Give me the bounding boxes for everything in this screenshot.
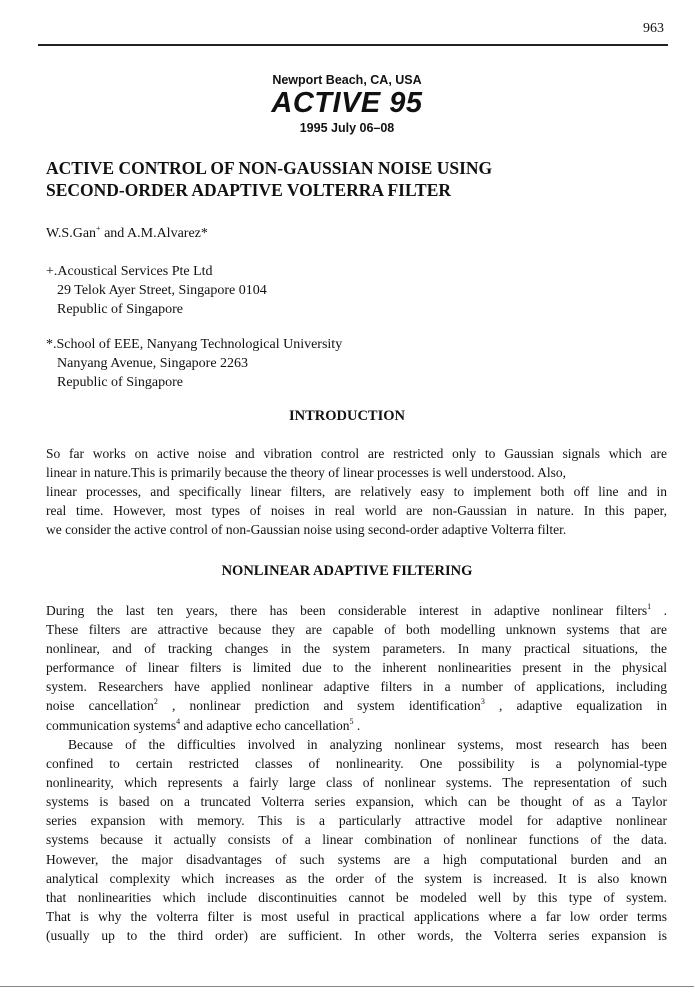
nonlinear-line: Because of the difficulties involved in analyzing nonlinear systems, most research has been bbox=[68, 737, 667, 752]
text-run: , adaptive equalization in bbox=[484, 698, 667, 714]
intro-line: So far works on active noise and vibration control are restricted only to Gaussian signals which are bbox=[46, 446, 667, 461]
nonlinear-line: system. Researchers have applied nonlinear adaptive filters in a number of applications, including bbox=[46, 679, 667, 695]
nonlinear-line: That is why the volterra filter is most useful in practical applications where a far low order terms bbox=[46, 908, 667, 924]
page-number: 963 bbox=[643, 21, 664, 36]
nonlinear-line: that nonlinearities which include discontinuities cannot be modeled well by this type of system. bbox=[46, 889, 667, 905]
affiliation-2-org: *.School of EEE, Nanyang Technological University bbox=[46, 337, 343, 352]
text-run: communication systems bbox=[46, 717, 177, 733]
nonlinear-heading: NONLINEAR ADAPTIVE FILTERING bbox=[221, 563, 473, 579]
affiliation-2-street: Nanyang Avenue, Singapore 2263 bbox=[57, 356, 249, 371]
conference-name: ACTIVE 95 bbox=[271, 87, 423, 119]
author-1: W.S.Gan bbox=[46, 226, 97, 241]
nonlinear-line bbox=[46, 716, 667, 735]
text-run: . bbox=[651, 603, 667, 618]
title-line-1: ACTIVE CONTROL OF NON-GAUSSIAN NOISE USING bbox=[46, 158, 493, 178]
introduction-heading: INTRODUCTION bbox=[288, 408, 405, 424]
affiliation-1-org: +.Acoustical Services Pte Ltd bbox=[46, 264, 213, 279]
text-run: noise cancellation bbox=[46, 698, 154, 714]
title-line-2: SECOND-ORDER ADAPTIVE VOLTERRA FILTER bbox=[46, 180, 452, 200]
authors bbox=[46, 224, 208, 243]
nonlinear-line: (usually up to the third order) are sufficient. In other words, the Volterra series expansion is bbox=[46, 927, 667, 943]
affiliation-1-country: Republic of Singapore bbox=[57, 302, 183, 317]
citation-ref: 3 bbox=[480, 697, 485, 707]
citation-ref: 5 bbox=[349, 716, 354, 726]
intro-line: linear processes, and specifically linear filters, are relatively easy to implement both off line and in bbox=[46, 484, 667, 500]
introduction-paragraph bbox=[46, 444, 667, 539]
affiliation-2-country: Republic of Singapore bbox=[57, 375, 183, 390]
nonlinear-line bbox=[46, 696, 667, 715]
nonlinear-line: These filters are attractive because they are capable of both modelling unknown systems that are bbox=[46, 622, 667, 638]
intro-line: we consider the active control of non-Gaussian noise using second-order adaptive Volterra filter. bbox=[46, 522, 567, 538]
text-run: and adaptive echo cancellation bbox=[180, 717, 350, 733]
footer-rule bbox=[0, 986, 694, 987]
affiliation-1-street: 29 Telok Ayer Street, Singapore 0104 bbox=[57, 283, 267, 298]
citation-ref: 2 bbox=[153, 697, 158, 707]
intro-line: linear in nature.This is primarily because the theory of linear processes is well understood. Also, bbox=[46, 465, 566, 481]
nonlinear-paragraph-2 bbox=[46, 735, 667, 945]
affiliation-2 bbox=[46, 335, 646, 392]
citation-ref: 4 bbox=[176, 716, 181, 726]
nonlinear-line: analytical complexity which increases as the order of the system is increased. It is also known bbox=[46, 870, 667, 886]
paper-title bbox=[46, 157, 666, 201]
nonlinear-paragraph-1 bbox=[46, 601, 667, 735]
conference-dates: 1995 July 06–08 bbox=[299, 121, 395, 135]
citation-ref: 1 bbox=[647, 602, 652, 611]
nonlinear-line: confined to certain restricted classes of nonlinearity. One possibility is a polynomial-type bbox=[46, 756, 667, 772]
nonlinear-line: series expansion with memory. This is a particularly attractive model for adaptive nonlinear bbox=[46, 813, 667, 829]
nonlinear-line: systems because it actually consists of a linear combination of nonlinear functions of the data. bbox=[46, 832, 667, 848]
text-run: , nonlinear prediction and system identification bbox=[157, 698, 481, 714]
conference-location: Newport Beach, CA, USA bbox=[272, 73, 422, 87]
text-run: During the last ten years, there has been considerable interest in adaptive nonlinear filters bbox=[46, 603, 648, 618]
nonlinear-line: nonlinearity, which represents a fairly large class of nonlinear systems. The representation of such bbox=[46, 775, 667, 791]
nonlinear-line: However, the major disadvantages of such systems are a high computational burden and an bbox=[46, 851, 667, 867]
nonlinear-line: nonlinear, and of tracking changes in the system parameters. In many practical situations, the bbox=[46, 641, 667, 657]
nonlinear-line: performance of linear filters is limited due to the inherent nonlinearities present in the physical bbox=[46, 660, 667, 676]
intro-line: real time. However, most types of noises in real world are non-Gaussian in nature. In this paper, bbox=[46, 503, 667, 519]
header-rule bbox=[38, 44, 668, 46]
text-run: . bbox=[353, 717, 361, 733]
nonlinear-line: systems is based on a truncated Volterra series expansion, which can be thought of as a Taylor bbox=[46, 794, 667, 810]
nonlinear-line bbox=[46, 601, 667, 620]
affiliation-1 bbox=[46, 262, 646, 319]
authors-join: and A.M.Alvarez* bbox=[104, 226, 208, 241]
author-1-mark: + bbox=[96, 224, 101, 233]
